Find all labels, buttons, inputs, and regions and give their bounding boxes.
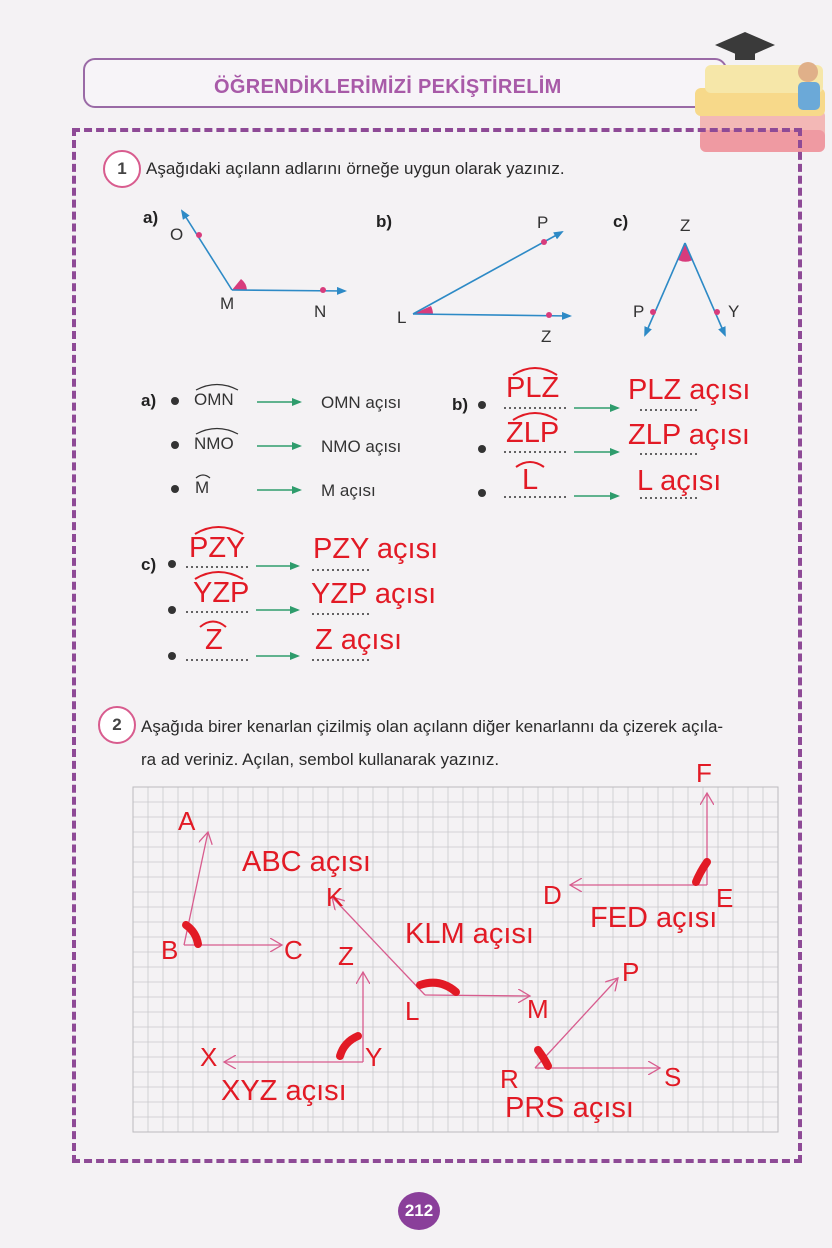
point-p-c: P [633,302,645,321]
answer-xyz: XYZ açısı [221,1075,347,1107]
point-l: L [397,308,407,327]
point-n: N [314,302,327,321]
point-s: S [664,1062,682,1092]
example-name-1: OMN açısı [321,393,402,412]
answer-fed: FED açısı [590,902,718,934]
fig-a-tag: a) [143,208,159,227]
point-p-b: P [537,213,549,232]
answer-c-symbol-1: PZY [189,532,246,564]
page-number: 212 [398,1192,440,1230]
answer-klm: KLM açısı [405,918,534,950]
question-1-number: 1 [103,150,141,188]
answers-b-tag: b) [452,395,469,414]
point-m2: M [527,994,549,1024]
point-r: R [500,1064,519,1094]
answer-b-name-3: L açısı [637,465,722,497]
point-k: K [326,882,344,912]
fig-b-tag: b) [376,212,393,231]
point-a: A [178,806,196,836]
point-z2: Z [338,941,354,971]
example-a-tag: a) [141,391,157,410]
point-b: B [161,935,179,965]
point-x: X [200,1042,218,1072]
point-p2: P [622,957,640,987]
example-symbol-3: M [195,478,210,497]
answer-b-name-2: ZLP açısı [628,419,750,451]
answers-c-tag: c) [141,555,157,574]
example-name-2: NMO açısı [321,437,402,456]
answer-c-name-1: PZY açısı [313,533,439,565]
example-symbol-2: NMO [194,434,234,453]
point-d: D [543,880,562,910]
point-c: C [284,935,303,965]
answer-c-symbol-2: YZP [193,577,250,609]
point-z-c: Z [680,216,691,235]
answer-b-symbol-1: PLZ [506,372,560,404]
angle-fed-drawing [570,793,707,885]
answer-b-symbol-3: L [522,464,539,496]
point-z-b: Z [541,327,552,346]
point-o: O [170,225,184,244]
answer-c-symbol-3: Z [205,624,223,656]
example-name-3: M açısı [321,481,376,500]
page-title: ÖĞRENDİKLERİMİZİ PEKİŞTİRELİM [214,76,562,98]
question-2-instruction-line1: Aşağıda birer kenarlan çizilmiş olan açılann diğer kenarlannı da çizerek açıla- [141,717,724,736]
fig-c-tag: c) [613,212,629,231]
point-y-c: Y [728,302,740,321]
answer-c-name-2: YZP açısı [311,578,437,610]
answer-b-name-1: PLZ açısı [628,374,751,406]
answer-b-symbol-2: ZLP [506,417,560,449]
point-m: M [220,294,235,313]
question-2-number: 2 [98,706,136,744]
point-y2: Y [365,1042,383,1072]
point-f: F [696,758,712,788]
question-1-instruction: Aşağıdaki açılann adlarını örneğe uygun olarak yazınız. [146,159,565,178]
angle-xyz-drawing [224,972,363,1062]
answer-abc: ABC açısı [242,846,371,878]
answer-prs: PRS açısı [505,1092,634,1124]
point-e: E [716,883,734,913]
example-symbol-1: OMN [194,390,234,409]
question-2-instruction-line2: ra ad veriniz. Açılan, sembol kullanarak yazınız. [141,750,500,769]
answer-c-name-3: Z açısı [315,624,403,656]
angle-prs-drawing [535,978,660,1068]
point-l2: L [405,996,420,1026]
